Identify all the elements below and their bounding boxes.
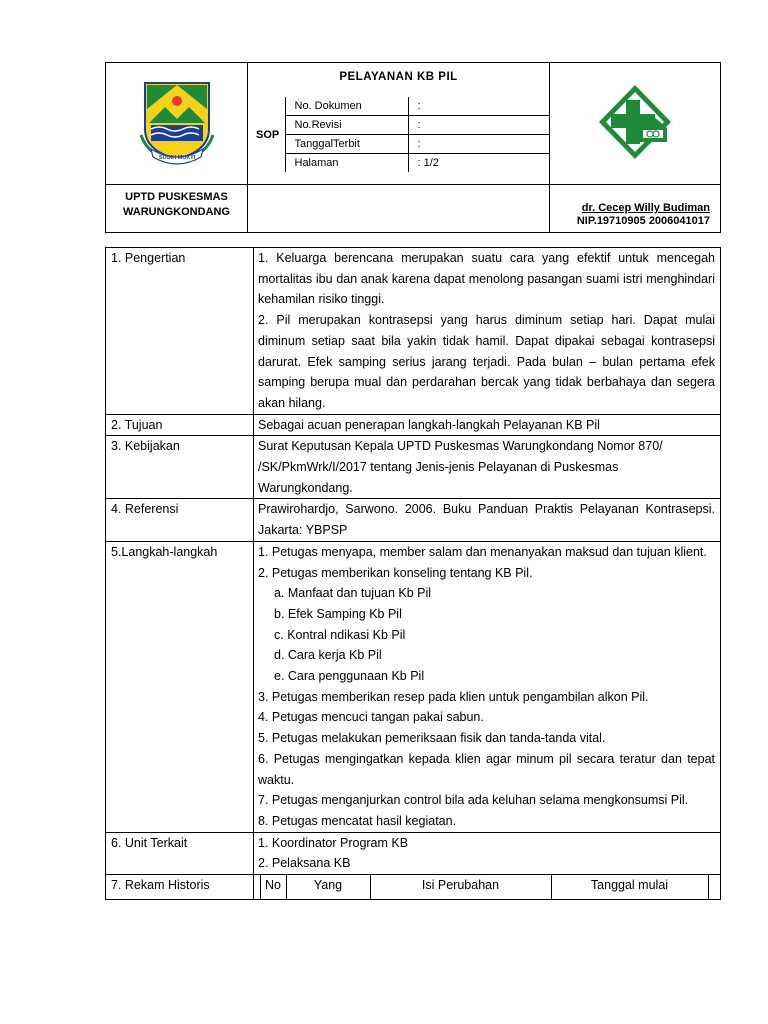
- history-col-no: No: [260, 875, 286, 899]
- org-line-2: WARUNGKONDANG: [123, 206, 230, 218]
- unit-item: 1. Koordinator Program KB: [258, 835, 409, 850]
- sub-step: b. Efek Samping Kb Pil: [274, 606, 402, 621]
- pengertian-point-1: 1. Keluarga berencana merupakan suatu cara yang efektif untuk mencegah mortalitas ibu dan anak karena dapat menolong pasangan suami istri menghindari kehamilan risiko tinggi.: [258, 251, 715, 307]
- meta-value: :: [408, 116, 549, 135]
- signer-nip: NIP.19710905 2006041017: [576, 215, 710, 227]
- row-rekam-historis: [106, 875, 721, 900]
- section-label: 6. Unit Terkait: [106, 832, 254, 874]
- step: 5. Petugas melakukan pemeriksaan fisik dan tanda-tanda vital.: [258, 731, 606, 746]
- unit-item: 2. Pelaksana KB: [258, 856, 351, 871]
- sub-step: c. Kontral ndikasi Kb Pil: [274, 627, 406, 642]
- row-referensi: [106, 499, 721, 541]
- regency-emblem-icon: [137, 79, 217, 165]
- puskesmas-logo-icon: [595, 82, 675, 162]
- empty-cell: [248, 185, 550, 233]
- section-label: 4. Referensi: [106, 499, 254, 541]
- pengertian-point-2: 2. Pil merupakan kontrasepsi yang harus diminum setiap hari. Dapat mulai diminum setiap saat bila yakin tidak hamil. Dapat dipakai sebagai kontrasepsi darurat. Efek samping serius jarang terjadi. Pada bulan – bulan pertama efek samping berupa mual dan perdarahan bercak yang tidak berbahaya dan segera akan hilang.: [258, 313, 715, 410]
- section-label: 3. Kebijakan: [106, 436, 254, 499]
- document-title: PELAYANAN KB PIL: [339, 71, 458, 83]
- step: 7. Petugas menganjurkan control bila ada keluhan selama mengkonsumsi Pil.: [258, 793, 689, 808]
- tujuan-text: Sebagai acuan penerapan langkah-langkah Pelayanan KB Pil: [254, 414, 721, 436]
- meta-value: :: [408, 135, 549, 154]
- sop-title-cell: [248, 63, 550, 185]
- step: 3. Petugas memberikan resep pada klien untuk pengambilan alkon Pil.: [258, 689, 649, 704]
- kebijakan-line: /SK/PkmWrk/I/2017 tentang Jenis-jenis Pelayanan di Puskesmas: [258, 460, 619, 475]
- step: 2. Petugas memberikan konseling tentang KB Pil.: [258, 565, 533, 580]
- section-label: 1. Pengertian: [106, 248, 254, 415]
- row-langkah: [106, 541, 721, 832]
- signer-name: dr. Cecep Willy Budiman: [581, 202, 710, 214]
- section-content: [254, 436, 721, 499]
- history-col-tanggal: Tanggal mulai: [551, 875, 708, 899]
- history-col-isi: Isi Perubahan: [370, 875, 551, 899]
- history-table: [254, 875, 720, 899]
- sub-step: d. Cara kerja Kb Pil: [274, 648, 382, 663]
- signer-block: [550, 185, 721, 233]
- row-pengertian: [106, 248, 721, 415]
- kebijakan-line: Surat Keputusan Kepala UPTD Puskesmas Warungkondang Nomor 870/: [258, 439, 663, 454]
- document-meta-table: [248, 97, 549, 172]
- referensi-text: Prawirohardjo, Sarwono. 2006. Buku Panduan Praktis Pelayanan Kontrasepsi. Jakarta: YBPSP: [254, 499, 721, 541]
- meta-value: :: [408, 97, 549, 116]
- history-col-yang: Yang: [286, 875, 370, 899]
- sop-body-table: [105, 247, 721, 900]
- sub-step: e. Cara penggunaan Kb Pil: [274, 669, 425, 684]
- organization-name: [106, 185, 248, 233]
- row-tujuan: [106, 414, 721, 436]
- section-content: [254, 832, 721, 874]
- kebijakan-line: Warungkondang.: [258, 480, 353, 495]
- history-table-cell: [254, 875, 721, 900]
- puskesmas-logo-cell: [550, 63, 721, 185]
- row-unit-terkait: [106, 832, 721, 874]
- section-content: [254, 541, 721, 832]
- meta-label: No. Dokumen: [285, 97, 408, 116]
- regency-logo-cell: [106, 63, 248, 185]
- emblem-motto: SUGIH MUKTI: [158, 155, 195, 161]
- step: 4. Petugas mencuci tangan pakai sabun.: [258, 710, 484, 725]
- meta-label: Halaman: [285, 154, 408, 173]
- step: 1. Petugas menyapa, member salam dan menanyakan maksud dan tujuan klient.: [258, 544, 707, 559]
- sop-label: SOP: [248, 97, 285, 172]
- history-spacer: [708, 875, 720, 899]
- step: 6. Petugas mengingatkan kepada klien agar minum pil secara teratur dan tepat waktu.: [258, 751, 715, 787]
- section-content: [254, 248, 721, 415]
- section-label: 5.Langkah-langkah: [106, 541, 254, 832]
- meta-value: : 1/2: [408, 154, 549, 173]
- org-line-1: UPTD PUSKESMAS: [125, 191, 228, 203]
- section-label: 7. Rekam Historis: [106, 875, 254, 900]
- meta-label: TanggalTerbit: [285, 135, 408, 154]
- section-label: 2. Tujuan: [106, 414, 254, 436]
- meta-label: No.Revisi: [285, 116, 408, 135]
- row-kebijakan: [106, 436, 721, 499]
- sop-header-table: [105, 62, 721, 233]
- sub-step: a. Manfaat dan tujuan Kb Pil: [274, 586, 432, 601]
- step: 8. Petugas mencatat hasil kegiatan.: [258, 813, 457, 828]
